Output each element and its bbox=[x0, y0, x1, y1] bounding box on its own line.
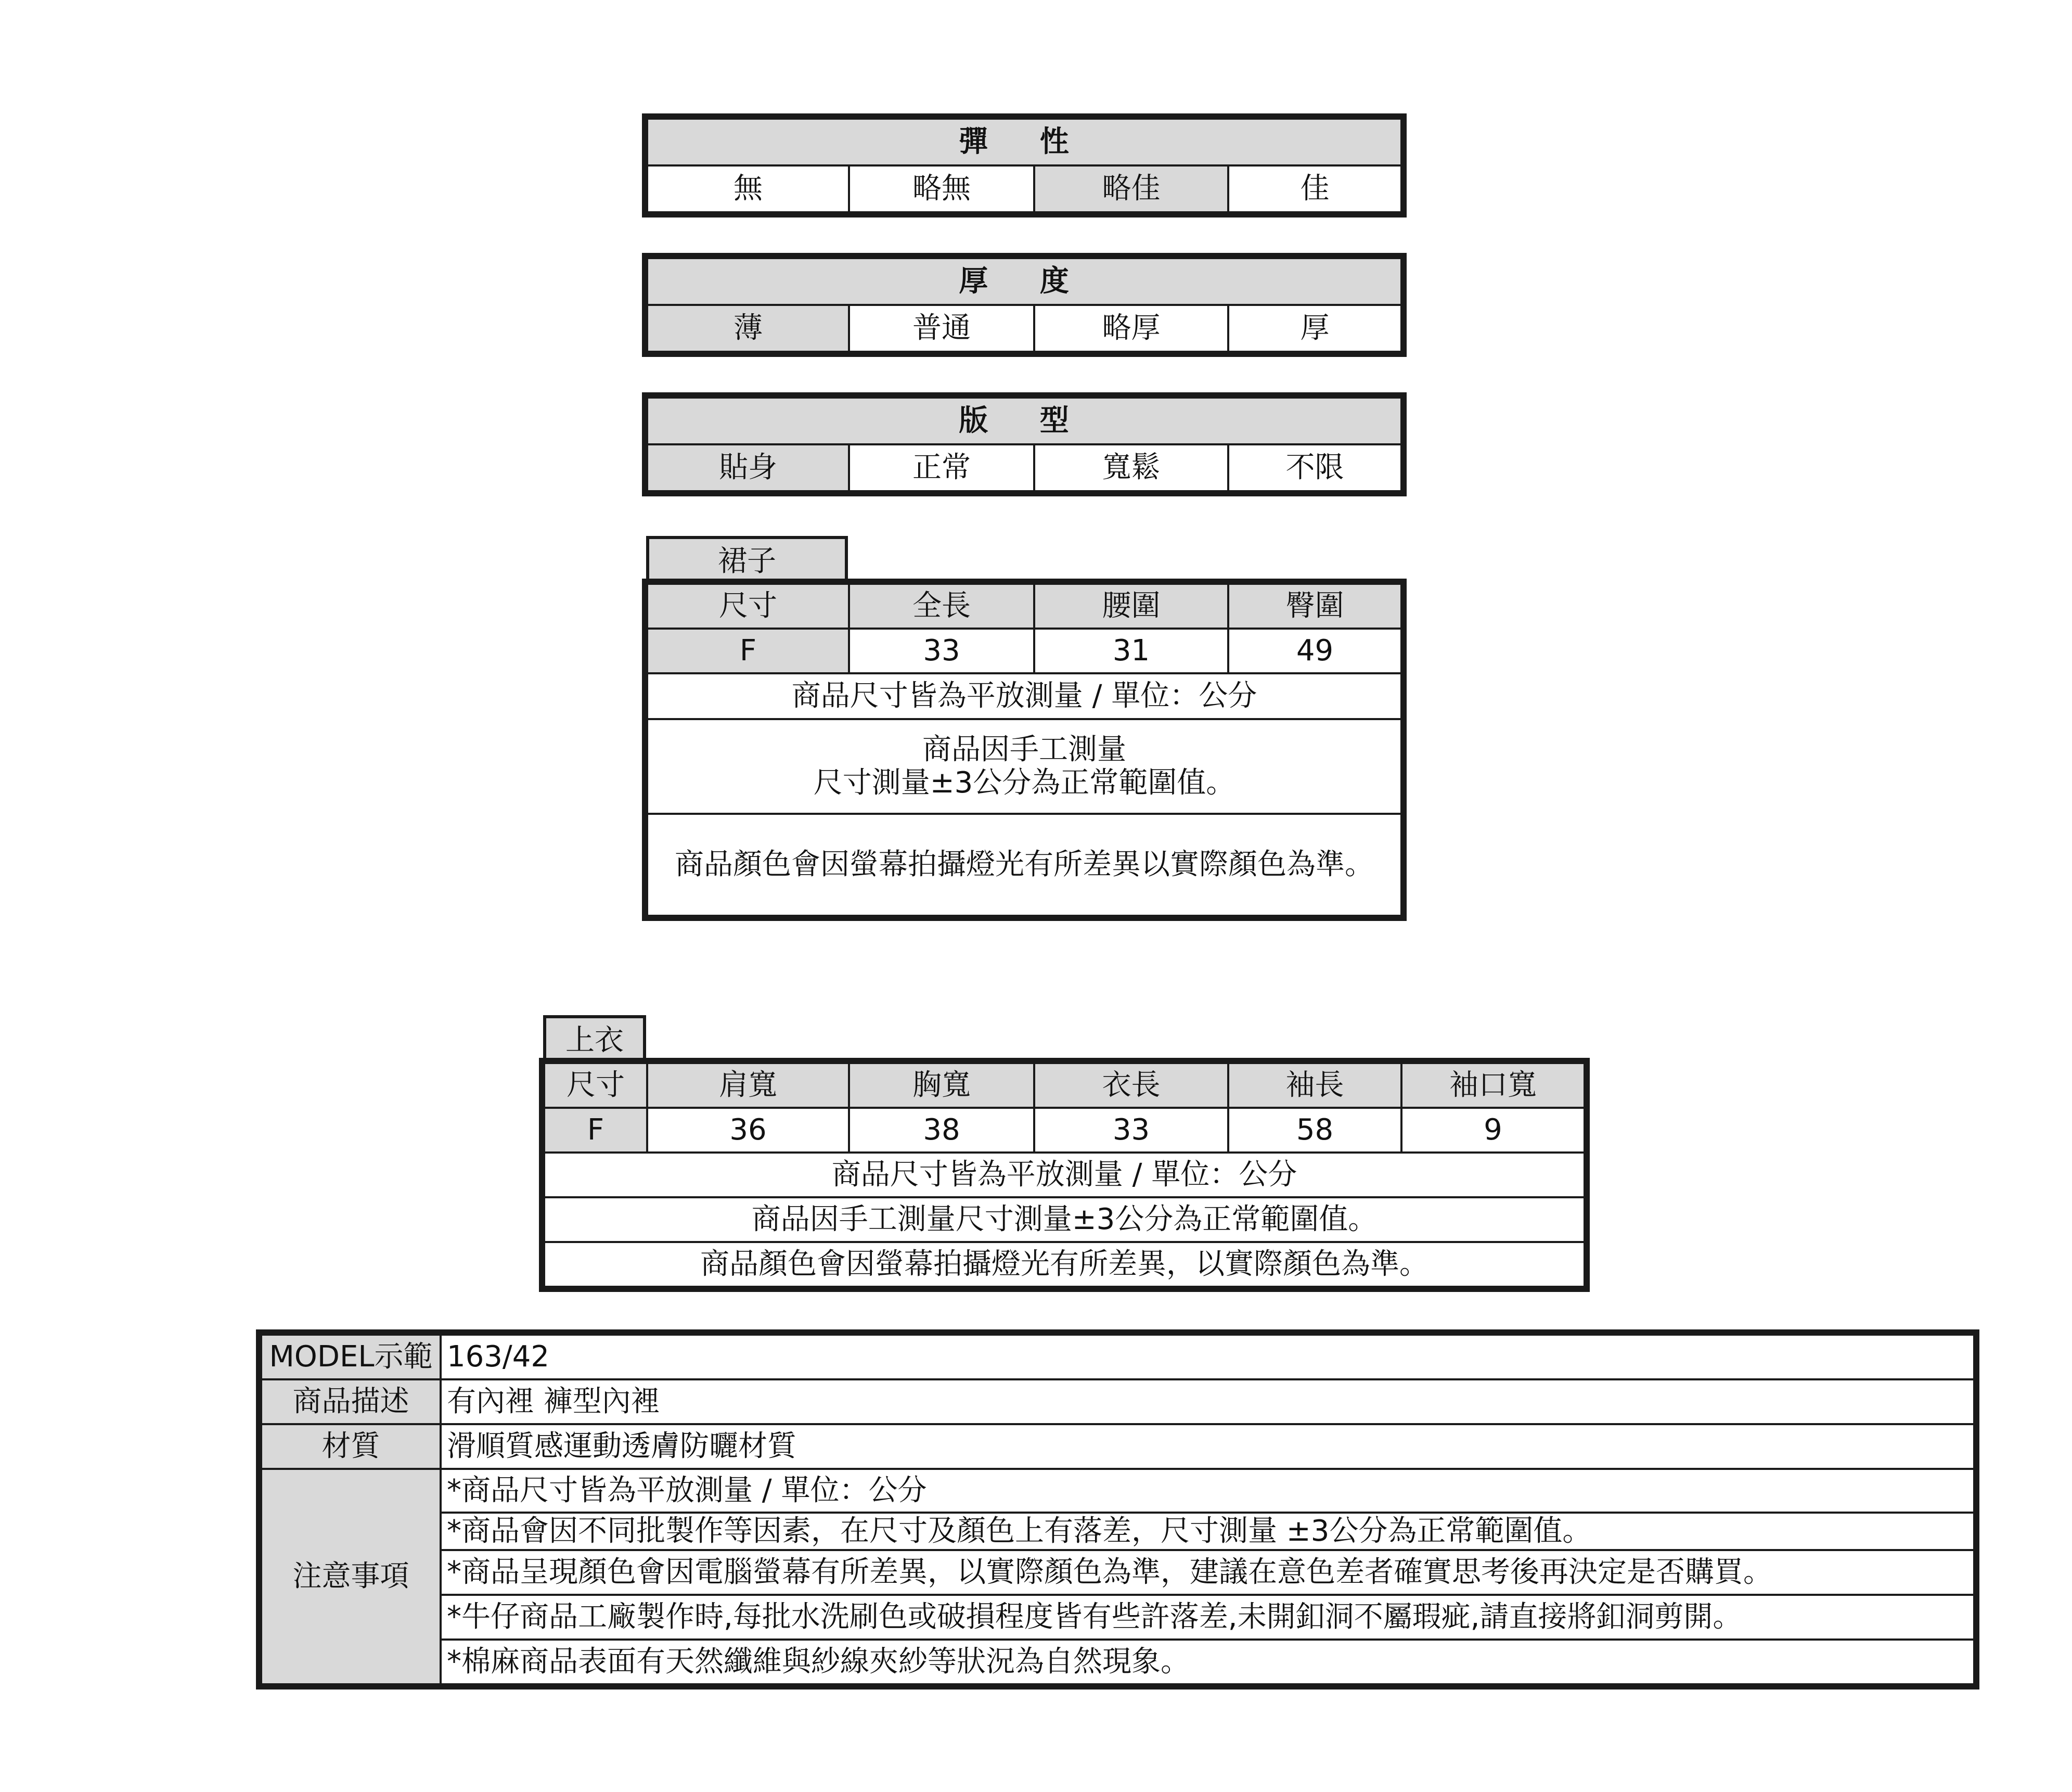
elasticity-option: 佳 bbox=[1228, 165, 1401, 212]
notes-label: 注意事項 bbox=[261, 1469, 441, 1684]
skirt-note-tolerance-line2: 尺寸測量±3公分為正常範圍值。 bbox=[813, 766, 1236, 800]
top-chest-value: 38 bbox=[849, 1108, 1034, 1153]
skirt-waist-value: 31 bbox=[1034, 629, 1228, 673]
skirt-header-waist: 腰圍 bbox=[1034, 584, 1228, 629]
table-row bbox=[544, 1108, 1585, 1153]
top-header-sleeve: 袖長 bbox=[1228, 1063, 1401, 1108]
elasticity-title: 彈 性 bbox=[647, 119, 1401, 165]
skirt-header-hip: 臀圍 bbox=[1228, 584, 1401, 629]
note-item: *棉麻商品表面有天然纖維與紗線夾紗等狀況為自然現象。 bbox=[441, 1640, 1974, 1684]
fit-option-selected: 貼身 bbox=[647, 444, 849, 491]
top-length-value: 33 bbox=[1034, 1108, 1228, 1153]
top-label-table bbox=[543, 1015, 646, 1064]
top-header-cuff: 袖口寬 bbox=[1401, 1063, 1585, 1108]
top-shoulder-value: 36 bbox=[647, 1108, 849, 1153]
skirt-note-tolerance bbox=[647, 719, 1401, 814]
top-note-tolerance: 商品因手工測量尺寸測量±3公分為正常範圍值。 bbox=[544, 1197, 1585, 1242]
fit-table bbox=[646, 396, 1402, 492]
note-item: *商品尺寸皆為平放測量 / 單位：公分 bbox=[441, 1469, 1974, 1513]
model-value: 163/42 bbox=[441, 1335, 1974, 1379]
top-cuff-value: 9 bbox=[1401, 1108, 1585, 1153]
top-header-size: 尺寸 bbox=[544, 1063, 647, 1108]
skirt-hip-value: 49 bbox=[1228, 629, 1401, 673]
thickness-option: 略厚 bbox=[1034, 305, 1228, 352]
skirt-length-value: 33 bbox=[849, 629, 1034, 673]
fit-title: 版 型 bbox=[647, 398, 1401, 444]
elasticity-table bbox=[646, 118, 1402, 213]
material-label: 材質 bbox=[261, 1424, 441, 1469]
top-note-color: 商品顏色會因螢幕拍攝燈光有所差異，以實際顏色為準。 bbox=[544, 1242, 1585, 1287]
thickness-option: 普通 bbox=[849, 305, 1034, 352]
skirt-size-value: F bbox=[647, 629, 849, 673]
fit-option: 不限 bbox=[1228, 444, 1401, 491]
skirt-note-tolerance-line1: 商品因手工測量 bbox=[922, 732, 1126, 766]
skirt-header-length: 全長 bbox=[849, 584, 1034, 629]
top-label: 上衣 bbox=[545, 1017, 645, 1064]
top-header-chest: 胸寬 bbox=[849, 1063, 1034, 1108]
elasticity-option: 略無 bbox=[849, 165, 1034, 212]
thickness-option-selected: 薄 bbox=[647, 305, 849, 352]
table-row bbox=[647, 629, 1401, 673]
top-header-shoulder: 肩寬 bbox=[647, 1063, 849, 1108]
elasticity-option-selected: 略佳 bbox=[1034, 165, 1228, 212]
note-item: *商品會因不同批製作等因素，在尺寸及顏色上有落差，尺寸測量 ±3公分為正常範圍值。 bbox=[441, 1513, 1974, 1550]
skirt-note-color: 商品顏色會因螢幕拍攝燈光有所差異以實際顏色為準。 bbox=[647, 814, 1401, 916]
elasticity-option: 無 bbox=[647, 165, 849, 212]
material-value: 滑順質感運動透膚防曬材質 bbox=[441, 1424, 1974, 1469]
skirt-size-table bbox=[646, 583, 1402, 917]
skirt-note-measure: 商品尺寸皆為平放測量 / 單位：公分 bbox=[647, 673, 1401, 719]
description-value: 有內裡 褲型內裡 bbox=[441, 1379, 1974, 1424]
top-header-length: 衣長 bbox=[1034, 1063, 1228, 1108]
thickness-option: 厚 bbox=[1228, 305, 1401, 352]
thickness-table bbox=[646, 257, 1402, 353]
description-label: 商品描述 bbox=[261, 1379, 441, 1424]
top-size-table bbox=[543, 1062, 1586, 1288]
thickness-title: 厚 度 bbox=[647, 258, 1401, 305]
product-info-table bbox=[260, 1334, 1975, 1685]
skirt-label: 裙子 bbox=[648, 537, 846, 584]
fit-option: 正常 bbox=[849, 444, 1034, 491]
top-size-value: F bbox=[544, 1108, 647, 1153]
fit-option: 寬鬆 bbox=[1034, 444, 1228, 491]
skirt-header-size: 尺寸 bbox=[647, 584, 849, 629]
note-item: *商品呈現顏色會因電腦螢幕有所差異，以實際顏色為準，建議在意色差者確實思考後再決定是否購買。 bbox=[441, 1550, 1974, 1595]
top-note-measure: 商品尺寸皆為平放測量 / 單位：公分 bbox=[544, 1153, 1585, 1197]
model-label: MODEL示範 bbox=[261, 1335, 441, 1379]
skirt-label-table bbox=[646, 536, 848, 584]
top-sleeve-value: 58 bbox=[1228, 1108, 1401, 1153]
note-item: *牛仔商品工廠製作時,每批水洗刷色或破損程度皆有些許落差,未開釦洞不屬瑕疵,請直接將釦洞剪開。 bbox=[441, 1595, 1974, 1640]
